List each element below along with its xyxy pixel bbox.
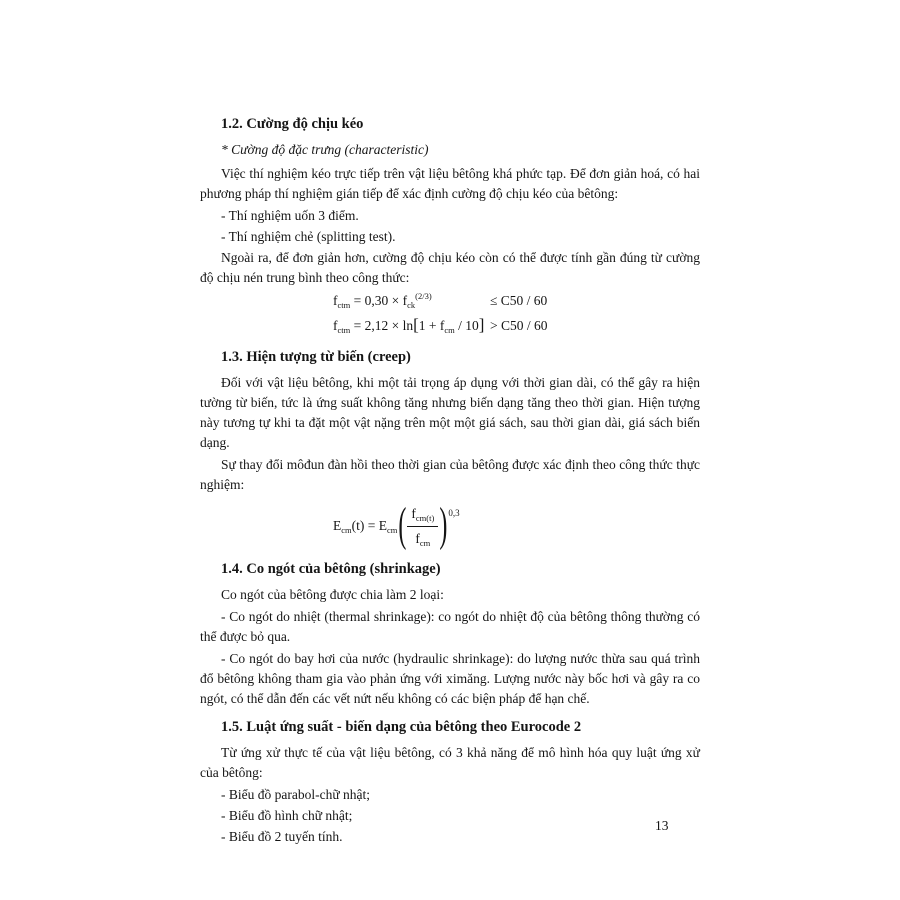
close-paren: ) xyxy=(439,500,448,552)
formula-fctm-gt-c50 xyxy=(333,315,700,339)
paragraph-creep-description: Đối với vật liệu bêtông, khi một tải trọng áp dụng với thời gian dài, có thể gây ra hiện tường từ biến, tức là ứng suất không tăng nhưng biến dạng tăng theo thời gian. Hiện tượng này tương tự khi ta đặt một vật nặng trên một một giá sách, sau thời gian dài, giá sách biến dạng. xyxy=(200,375,700,450)
page-number: 13 xyxy=(655,818,669,833)
formula-symbol: f xyxy=(415,530,420,546)
formula-subscript: cm xyxy=(419,537,431,548)
list-item-bilinear: - Biểu đồ 2 tuyến tính. xyxy=(221,829,343,844)
list-item-thermal-shrinkage: - Co ngót do nhiệt (thermal shrinkage): co ngót do nhiệt độ của bêtông thông thường có thể được bỏ qua. xyxy=(200,609,700,644)
list-item-hydraulic-shrinkage: - Co ngót do bay hơi của nước (hydraulic shrinkage): do lượng nước thừa sau quá trình đổ bêtông không tham gia vào phản ứng với ximăng. Lượng nước này bốc hơi và gây ra co ngót, có thể dẫn đến các vết nứt nếu không có các biện pháp để hạn chế. xyxy=(200,651,700,706)
close-bracket: ] xyxy=(478,315,485,334)
formula-mid: (t) = E xyxy=(351,518,387,533)
section-1-3-heading: 1.3. Hiện tượng từ biến (creep) xyxy=(221,349,411,365)
list-item-bending-test: - Thí nghiệm uốn 3 điểm. xyxy=(221,208,359,223)
paragraph-approx-formula-intro: Ngoài ra, để đơn giản hơn, cường độ chịu kéo còn có thể được tính gần đúng từ cường độ chịu nén trung bình theo công thức: xyxy=(200,250,700,285)
formula-symbol: f xyxy=(411,505,416,521)
list-item-parabola-rectangle: - Biểu đồ parabol-chữ nhật; xyxy=(221,787,371,802)
formula-symbol: f xyxy=(333,318,338,333)
fraction xyxy=(407,504,438,549)
formula-subscript: ctm xyxy=(337,325,351,335)
paragraph-modulus-time-intro: Sự thay đổi môđun đàn hồi theo thời gian của bêtông được xác định theo công thức thực nghiệm: xyxy=(200,457,700,492)
formula-subscript: cm xyxy=(444,325,455,335)
formula-condition: > C50 / 60 xyxy=(490,318,548,333)
fraction-denominator xyxy=(415,527,430,549)
formula-inner: 1 + f xyxy=(418,318,445,333)
characteristic-note: * Cường độ đặc trưng (characteristic) xyxy=(221,142,429,157)
paragraph-stress-strain-intro: Từ ứng xử thực tế của vật liệu bêtông, có 3 khả năng để mô hình hóa quy luật ứng xử của bêtông: xyxy=(200,745,700,780)
section-1-2-heading: 1.2. Cường độ chịu kéo xyxy=(221,116,364,132)
formula-exponent: 0,3 xyxy=(448,508,460,518)
paragraph-shrinkage-intro: Co ngót của bêtông được chia làm 2 loại: xyxy=(221,587,444,602)
formula-symbol: f xyxy=(333,293,338,308)
page-content xyxy=(200,114,700,848)
formula-fctm-le-c50 xyxy=(333,291,700,315)
paragraph-tensile-test-intro: Việc thí nghiệm kéo trực tiếp trên vật liệu bêtông khá phức tạp. Để đơn giản hoá, có hai phương pháp thí nghiệm gián tiếp để xác định cường độ chịu kéo của bêtông: xyxy=(200,166,700,201)
formula-expression xyxy=(333,291,490,311)
formula-lhs xyxy=(333,516,397,536)
formula-expression xyxy=(333,315,490,336)
formula-rhs: = 2,12 × ln xyxy=(350,318,414,333)
formula-condition: ≤ C50 / 60 xyxy=(490,293,548,308)
formula-subscript: ctm xyxy=(337,300,351,310)
fraction-numerator xyxy=(407,504,438,527)
open-paren: ( xyxy=(398,500,407,552)
formula-rhs: = 0,30 × f xyxy=(350,293,408,308)
section-1-5-heading: 1.5. Luật ứng suất - biến dạng của bêtông theo Eurocode 2 xyxy=(221,719,582,735)
section-1-4-heading: 1.4. Co ngót của bêtông (shrinkage) xyxy=(221,561,441,577)
list-item-rectangle: - Biểu đồ hình chữ nhật; xyxy=(221,808,353,823)
elastic-modulus-formula xyxy=(333,501,700,551)
formula-symbol: E xyxy=(333,518,342,533)
formula-exponent: (2/3) xyxy=(415,291,432,301)
list-item-splitting-test: - Thí nghiệm chẻ (splitting test). xyxy=(221,229,396,244)
formula-subscript: cm xyxy=(341,525,352,535)
formula-subscript: cm(t) xyxy=(415,512,435,523)
open-bracket: [ xyxy=(413,315,419,334)
formula-inner: / 10 xyxy=(454,318,479,333)
formula-subscript: cm xyxy=(387,525,398,535)
tensile-strength-formulas xyxy=(333,291,700,339)
formula-subscript: ck xyxy=(407,300,416,310)
